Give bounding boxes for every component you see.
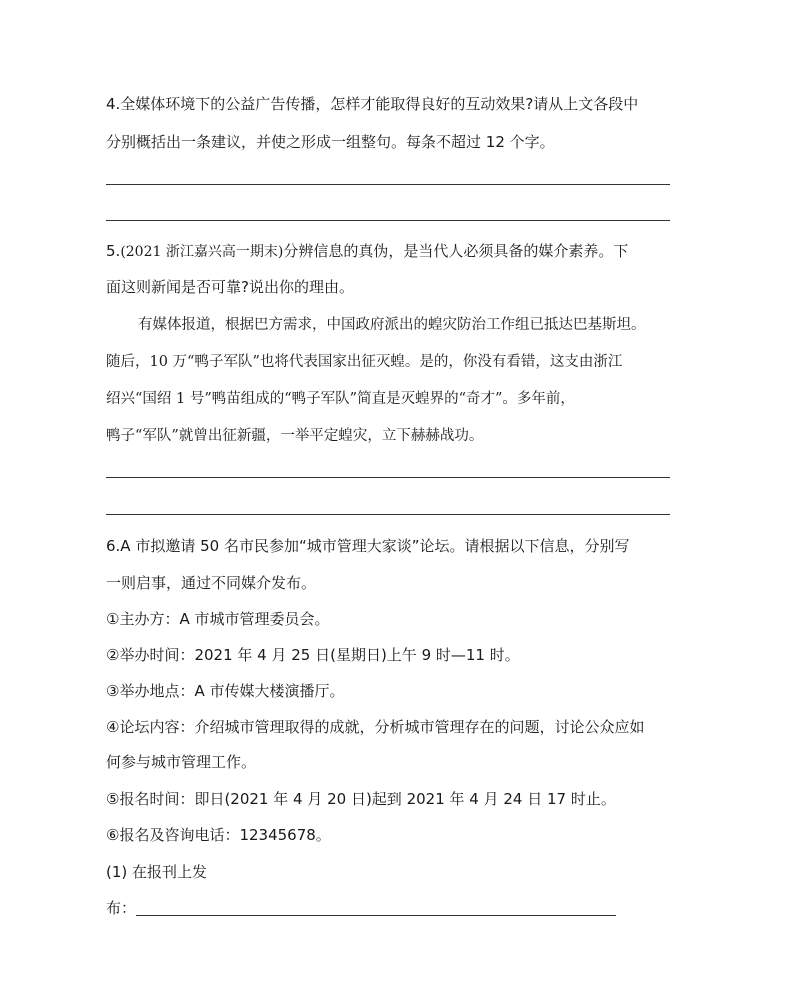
q4-line-2: 分别概括出一条建议，并使之形成一组整句。每条不超过 12 个字。 (106, 133, 555, 151)
q5-line-1 (106, 241, 628, 261)
q5-line-2: 面这则新闻是否可靠?说出你的理由。 (106, 278, 354, 296)
q5-passage-line-3: 绍兴“国绍 1 号”鸭苗组成的“鸭子军队”简直是灭蝗界的“奇才”。多年前， (106, 391, 575, 407)
q6-line-1: 6.A 市拟邀请 50 名市民参加“城市管理大家谈”论坛。请根据以下信息，分别写 (106, 537, 630, 555)
q6-sub-question-1: (1) 在报刊上发 (106, 863, 208, 881)
q6-item-6: ⑥报名及咨询电话：12345678。 (106, 826, 331, 844)
q4-line-1: 4.全媒体环境下的公益广告传播，怎样才能取得良好的互动效果?请从上文各段中 (106, 95, 639, 113)
q5-passage-line-4: 鸭子“军队”就曾出征新疆，一举平定蝗灾，立下赫赫战功。 (106, 428, 484, 444)
q6-item-3: ③举办地点：A 市传媒大楼演播厅。 (106, 682, 345, 700)
q5-number: 5. (106, 242, 121, 260)
q5-answer-line-1 (106, 477, 670, 478)
q6-item-2: ②举办时间：2021 年 4 月 25 日(星期日)上午 9 时—11 时。 (106, 646, 520, 664)
q5-line-1-text: 分辨信息的真伪，是当代人必须具备的媒介素养。下 (283, 242, 629, 260)
q6-sub-question-1-cont (106, 898, 616, 918)
q6-item-5: ⑤报名时间：即日(2021 年 4 月 20 日)起到 2021 年 4 月 24 日 17 时止。 (106, 790, 616, 808)
q6-item-4: ④论坛内容：介绍城市管理取得的成就，分析城市管理存在的问题，讨论公众应如 (106, 718, 645, 736)
q5-passage-line-1: 有媒体报道，根据巴方需求，中国政府派出的蝗灾防治工作组已抵达巴基斯坦。 (138, 317, 646, 333)
q6-item-1: ①主办方：A 市城市管理委员会。 (106, 610, 330, 628)
q6-line-2: 一则启事，通过不同媒介发布。 (106, 574, 317, 592)
q5-answer-line-2 (106, 514, 670, 515)
q6-answer-line-1 (136, 915, 616, 916)
q4-answer-line-1 (106, 184, 670, 185)
q6-item-4-cont: 何参与城市管理工作。 (106, 753, 257, 771)
q5-passage-line-2: 随后，10 万“鸭子军队”也将代表国家出征灭蝗。是的，你没有看错，这支由浙江 (106, 354, 623, 370)
q4-answer-line-2 (106, 220, 670, 221)
q5-source: (2021 浙江嘉兴高一期末) (120, 244, 284, 260)
q6-sub-question-1-label: 布： (106, 899, 137, 917)
